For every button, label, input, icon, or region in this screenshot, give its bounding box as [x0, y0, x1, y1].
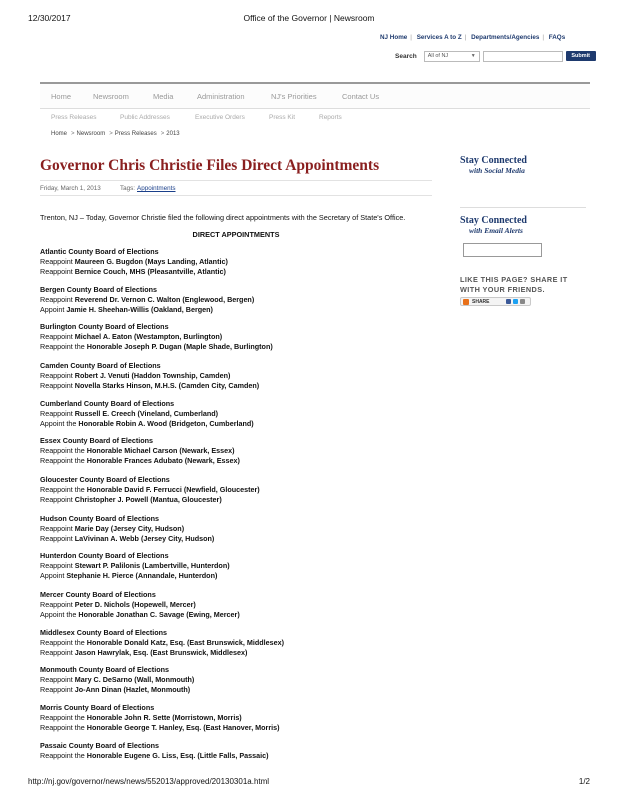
appointment-entry: [40, 257, 432, 267]
board-section: [40, 399, 432, 430]
appointee: Honorable Frances Adubato (Newark, Essex): [86, 456, 240, 466]
board-section: [40, 628, 432, 659]
appointment-action: Appoint the: [40, 610, 77, 620]
breadcrumb-separator: >: [109, 131, 113, 137]
email-icon: [520, 299, 525, 304]
share-prompt-line-1: LIKE THIS PAGE? SHARE IT: [460, 275, 568, 284]
appointment-action: Reappoint: [40, 534, 73, 544]
nav-home[interactable]: Home: [51, 92, 72, 101]
appointment-entry: [40, 600, 432, 610]
share-button[interactable]: [460, 297, 531, 306]
appointee: Marie Day (Jersey City, Hudson): [74, 524, 185, 534]
email-input[interactable]: [463, 243, 542, 257]
util-link-faqs[interactable]: FAQs: [548, 34, 566, 41]
board-name: Essex County Board of Elections: [40, 436, 154, 445]
appointee: Jason Hawrylak, Esq. (East Brunswick, Middlesex): [74, 648, 248, 658]
tag-link[interactable]: Appointments: [137, 185, 176, 192]
appointee: Honorable Joseph P. Dugan (Maple Shade, Burlington): [86, 342, 273, 352]
appointment-entry: [40, 751, 432, 761]
util-link-nj-home[interactable]: NJ Home: [380, 34, 408, 41]
main-nav: [40, 82, 590, 109]
appointment-action: Reappoint: [40, 675, 73, 685]
appointee: Christopher J. Powell (Mantua, Gloucester): [74, 495, 222, 505]
appointment-action: Appoint: [40, 571, 65, 581]
section-heading: DIRECT APPOINTMENTS: [192, 230, 280, 239]
appointment-entry: [40, 267, 432, 277]
appointment-action: Appoint: [40, 305, 65, 315]
print-title: Office of the Governor | Newsroom: [243, 13, 375, 23]
nav-administration[interactable]: Administration: [197, 92, 245, 101]
appointment-action: Reappoint: [40, 524, 73, 534]
breadcrumb-separator: >: [160, 131, 165, 137]
search-scope-select[interactable]: [424, 51, 480, 62]
appointment-entry: [40, 648, 432, 658]
share-prompt-line-2: WITH YOUR FRIENDS.: [460, 284, 545, 294]
breadcrumb-press-releases[interactable]: Press Releases: [114, 131, 157, 137]
board-name: Burlington County Board of Elections: [40, 322, 169, 331]
social-media-widget: [460, 155, 586, 208]
appointment-action: Appoint the: [40, 419, 77, 429]
appointment-entry: [40, 485, 432, 495]
twitter-icon: [513, 299, 518, 304]
board-name: Gloucester County Board of Elections: [40, 475, 170, 484]
appointee: Stewart P. Palilonis (Lambertville, Hunterdon): [74, 561, 230, 571]
print-page-number: 1/2: [578, 777, 590, 786]
appointee: Maureen G. Bugdon (Mays Landing, Atlantic): [74, 257, 228, 267]
board-name: Bergen County Board of Elections: [40, 285, 158, 294]
appointment-action: Reappoint: [40, 381, 73, 391]
appointment-action: Reappoint: [40, 648, 73, 658]
board-section: [40, 665, 432, 696]
board-section: [40, 475, 432, 506]
appointment-entry: [40, 571, 432, 581]
appointee: Honorable Robin A. Wood (Bridgeton, Cumberland): [78, 419, 254, 429]
appointment-entry: [40, 610, 432, 620]
board-name: Mercer County Board of Elections: [40, 590, 156, 599]
appointee: Jo-Ann Dinan (Hazlet, Monmouth): [74, 685, 191, 695]
board-section: [40, 436, 432, 467]
appointment-entry: [40, 456, 432, 466]
board-name: Camden County Board of Elections: [40, 361, 161, 370]
sub-nav: [40, 110, 590, 128]
email-title[interactable]: Stay Connected: [460, 215, 527, 226]
board-section: [40, 703, 432, 734]
appointee: Mary C. DeSarno (Wall, Monmouth): [74, 675, 195, 685]
email-subtitle[interactable]: with Email Alerts: [469, 226, 523, 235]
print-url: http://nj.gov/governor/news/news/552013/approved/20130301a.html: [28, 777, 270, 786]
appointment-action: Reappoint: [40, 332, 73, 342]
appointment-action: Reappoint the: [40, 713, 85, 723]
appointee: Honorable John R. Sette (Morristown, Morris): [86, 713, 242, 723]
nav-priorities[interactable]: NJ's Priorities: [271, 92, 317, 101]
appointment-action: Reappoint: [40, 409, 73, 419]
appointment-entry: [40, 332, 432, 342]
appointment-action: Reappoint the: [40, 485, 85, 495]
appointment-entry: [40, 305, 432, 315]
board-section: [40, 514, 432, 545]
board-name: Middlesex County Board of Elections: [40, 628, 167, 637]
divider: |: [410, 34, 412, 41]
board-name: Monmouth County Board of Elections: [40, 665, 169, 674]
article-intro: Trenton, NJ – Today, Governor Christie filed the following direct appointments with the Secretary of State's Office.: [40, 213, 406, 222]
nav-contact[interactable]: Contact Us: [342, 92, 380, 101]
appointee: Stephanie H. Pierce (Annandale, Hunterdon): [66, 571, 218, 581]
appointment-entry: [40, 524, 432, 534]
appointee: Russell E. Creech (Vineland, Cumberland): [74, 409, 219, 419]
nav-newsroom[interactable]: Newsroom: [93, 92, 129, 101]
breadcrumb: [51, 131, 180, 137]
appointee: Honorable Donald Katz, Esq. (East Brunswick, Middlesex): [86, 638, 285, 648]
util-link-services[interactable]: Services A to Z: [416, 34, 462, 41]
subnav-executive-orders[interactable]: Executive Orders: [195, 114, 245, 121]
appointee: Honorable Eugene G. Liss, Esq. (Little Falls, Passaic): [86, 751, 269, 761]
appointment-entry: [40, 561, 432, 571]
appointment-action: Reappoint: [40, 295, 73, 305]
board-section: [40, 285, 432, 316]
appointee: Robert J. Venuti (Haddon Township, Camden): [74, 371, 231, 381]
appointee: Peter D. Nichols (Hopewell, Mercer): [74, 600, 196, 610]
appointee: Honorable Michael Carson (Newark, Essex): [86, 446, 235, 456]
appointment-action: Reappoint: [40, 257, 73, 267]
board-section: [40, 741, 432, 761]
board-section: [40, 551, 432, 582]
util-link-departments[interactable]: Departments/Agencies: [471, 34, 540, 41]
breadcrumb-year[interactable]: 2013: [166, 131, 180, 137]
appointment-action: Reappoint the: [40, 751, 85, 761]
divider: |: [542, 34, 544, 41]
board-name: Atlantic County Board of Elections: [40, 247, 159, 256]
article-date: Friday, March 1, 2013: [40, 185, 101, 192]
appointee: Michael A. Eaton (Westampton, Burlington): [74, 332, 223, 342]
appointment-action: Reappoint: [40, 561, 73, 571]
utility-links: [380, 34, 565, 41]
appointee: Jamie H. Sheehan-Willis (Oakland, Bergen): [66, 305, 213, 315]
appointment-entry: [40, 371, 432, 381]
appointee: Bernice Couch, MHS (Pleasantville, Atlantic): [74, 267, 226, 277]
appointee: Honorable David F. Ferrucci (Newfield, Gloucester): [86, 485, 260, 495]
subnav-public-addresses[interactable]: Public Addresses: [120, 114, 170, 121]
board-name: Passaic County Board of Elections: [40, 741, 160, 750]
appointee: LaVivinan A. Webb (Jersey City, Hudson): [74, 534, 215, 544]
social-title[interactable]: Stay Connected: [460, 155, 527, 166]
appointment-entry: [40, 723, 432, 733]
appointment-action: Reappoint: [40, 371, 73, 381]
subnav-press-kit[interactable]: Press Kit: [269, 114, 296, 121]
social-subtitle[interactable]: with Social Media: [469, 166, 525, 175]
divider: |: [464, 34, 467, 41]
search-bar: [395, 50, 596, 62]
appointee: Honorable George T. Hanley, Esq. (East Hanover, Morris): [86, 723, 280, 733]
print-date: 12/30/2017: [28, 13, 71, 23]
email-alerts-widget: [460, 215, 586, 235]
appointee: Honorable Jonathan C. Savage (Ewing, Mercer): [78, 610, 240, 620]
article-title: Governor Chris Christie Files Direct Appointments: [40, 157, 380, 174]
board-name: Cumberland County Board of Elections: [40, 399, 175, 408]
nav-media[interactable]: Media: [153, 92, 174, 101]
appointment-entry: [40, 534, 432, 544]
search-submit-button[interactable]: Submit: [566, 51, 596, 61]
appointment-entry: [40, 638, 432, 648]
appointment-action: Reappoint: [40, 685, 73, 695]
appointment-action: Reappoint the: [40, 456, 85, 466]
appointment-action: Reappoint the: [40, 446, 85, 456]
board-name: Morris County Board of Elections: [40, 703, 155, 712]
appointment-action: Reappoint the: [40, 638, 85, 648]
search-input[interactable]: [483, 51, 563, 62]
subnav-reports[interactable]: Reports: [319, 114, 342, 121]
facebook-icon: [506, 299, 511, 304]
appointment-entry: [40, 495, 432, 505]
breadcrumb-separator: >: [71, 131, 75, 137]
appointment-entry: [40, 446, 432, 456]
appointment-entry: [40, 419, 432, 429]
appointment-action: Reappoint: [40, 495, 73, 505]
search-label: Search: [395, 52, 417, 60]
tags-label: Tags:: [120, 185, 136, 192]
article-meta: [40, 180, 432, 196]
appointment-entry: [40, 713, 432, 723]
board-section: [40, 247, 432, 278]
appointment-action: Reappoint the: [40, 723, 85, 733]
board-section: [40, 322, 432, 353]
appointment-entry: [40, 685, 432, 695]
board-name: Hunterdon County Board of Elections: [40, 551, 169, 560]
appointment-entry: [40, 295, 432, 305]
appointee: Reverend Dr. Vernon C. Walton (Englewood, Bergen): [74, 295, 255, 305]
breadcrumb-newsroom[interactable]: Newsroom: [76, 131, 106, 137]
board-section: [40, 361, 432, 392]
appointment-entry: [40, 381, 432, 391]
share-icon: [463, 299, 469, 305]
share-prompt: [460, 275, 568, 294]
breadcrumb-home[interactable]: Home: [51, 131, 68, 137]
divider: [460, 207, 586, 208]
chevron-down-icon: ▼: [470, 52, 476, 59]
appointment-action: Reappoint the: [40, 342, 85, 352]
subnav-press-releases[interactable]: Press Releases: [51, 114, 97, 121]
appointee: Novella Starks Hinson, M.H.S. (Camden City, Camden): [74, 381, 260, 391]
appointment-entry: [40, 675, 432, 685]
search-scope-value: All of NJ: [427, 52, 449, 59]
share-label: SHARE: [472, 298, 490, 305]
appointment-action: Reappoint: [40, 267, 73, 277]
appointment-entry: [40, 342, 432, 352]
board-section: [40, 590, 432, 621]
appointment-action: Reappoint: [40, 600, 73, 610]
appointment-entry: [40, 409, 432, 419]
board-name: Hudson County Board of Elections: [40, 514, 159, 523]
